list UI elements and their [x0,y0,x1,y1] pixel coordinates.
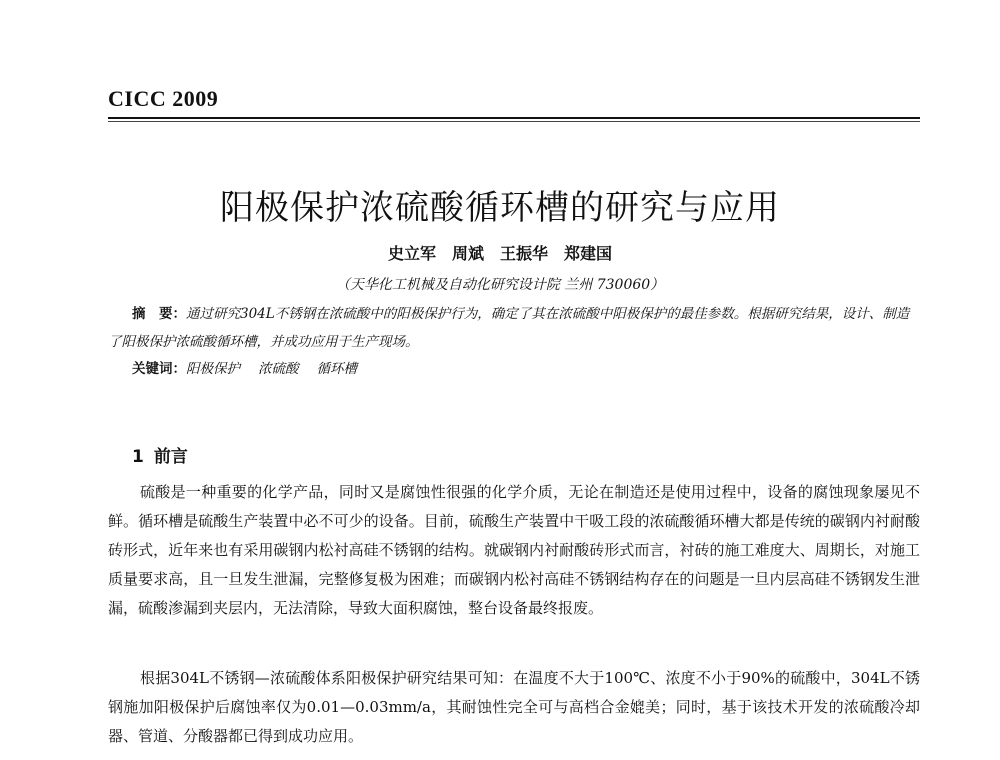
body-paragraph: 硫酸是一种重要的化学产品，同时又是腐蚀性很强的化学介质，无论在制造还是使用过程中，设备的腐蚀现象屡见不鲜。循环槽是硫酸生产装置中必不可少的设备。目前，硫酸生产装置中干吸工段的浓硫酸循环槽大都是传统的碳钢内衬耐酸砖形式，近年来也有采用碳钢内松衬高硅不锈钢的结构。就碳钢内衬耐酸砖形式而言，衬砖的施工难度大、周期长，对施工质量要求高，且一旦发生泄漏，完整修复极为困难；而碳钢内松衬高硅不锈钢结构存在的问题是一旦内层高硅不锈钢发生泄漏，硫酸渗漏到夹层内，无法清除，导致大面积腐蚀，整台设备最终报废。 [108,483,920,617]
keyword: 循环槽 [316,361,357,377]
keywords [132,357,375,377]
section-heading [132,442,188,467]
section-title: 前言 [153,447,188,467]
header-rule [108,117,920,119]
affiliation: （天华化工机械及自动化研究设计院 兰州 730060） [335,277,665,293]
paper-title: 阳极保护浓硫酸循环槽的研究与应用 [220,188,780,228]
keyword: 阳极保护 [186,361,240,377]
section-number: 1 [132,447,144,467]
header-rule-thin [108,121,920,122]
abstract-label: 摘 要： [132,306,186,322]
body-paragraph: 根据304L不锈钢—浓硫酸体系阳极保护研究结果可知：在温度不大于100℃、浓度不小于90%的硫酸中，304L不锈钢施加阳极保护后腐蚀率仅为0.01—0.03mm/a，其耐蚀性完全可与高档合金媲美；同时，基于该技术开发的浓硫酸冷却器、管道、分酸器都已得到成功应用。 [108,669,920,745]
author-list: 史立军 周斌 王振华 郑建国 [387,244,612,263]
keywords-label: 关键词： [132,361,186,377]
keyword: 浓硫酸 [258,361,299,377]
abstract-text: 通过研究304L不锈钢在浓硫酸中的阳极保护行为，确定了其在浓硫酸中阳极保护的最佳参数。根据研究结果，设计、制造了阳极保护浓硫酸循环槽，并成功应用于生产现场。 [108,306,910,350]
conference-header: CICC 2009 [108,86,219,111]
abstract [108,300,920,356]
